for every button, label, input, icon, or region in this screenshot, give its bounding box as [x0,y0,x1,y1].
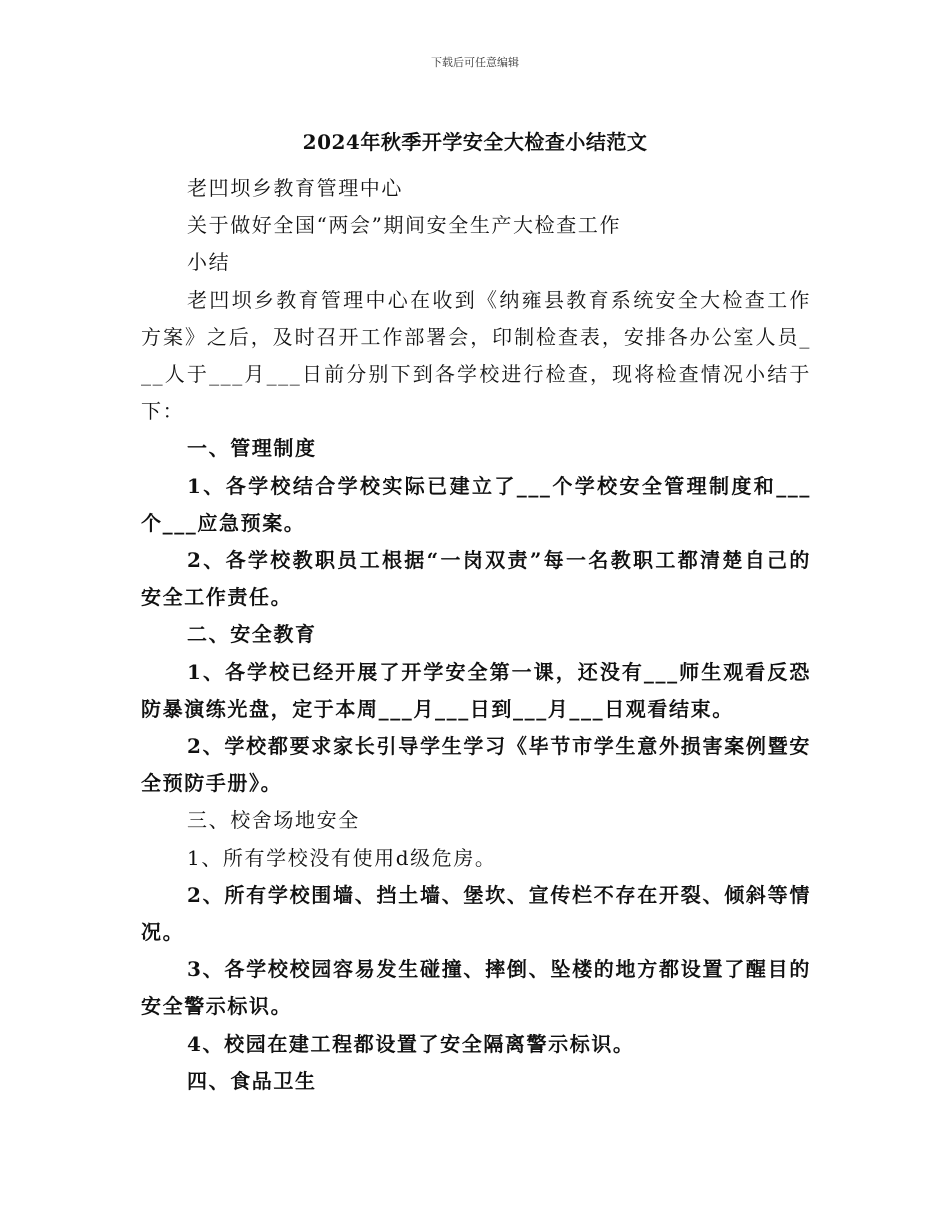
document-title: 2024年秋季开学安全大检查小结范文 [302,130,648,154]
paragraph: 三、校舍场地安全 [187,808,360,833]
paragraph: 2、学校都要求家长引导学生学习《毕节市学生意外损害案例暨安全预防手册》。 [141,734,811,796]
paragraph: 1、各学校结合学校实际已建立了___个学校安全管理制度和___个___应急预案。 [141,473,811,535]
paragraph: 3、各学校校园容易发生碰撞、摔倒、坠楼的地方都设置了醒目的安全警示标识。 [141,957,811,1019]
header-note: 下载后可任意编辑 [431,56,519,69]
paragraph: 老凹坝乡教育管理中心在收到《纳雍县教育系统安全大检查工作方案》之后，及时召开工作部署会，印制检查表，安排各办公室人员___人于___月___日前分别下到各学校进行检查，现将检查情况小结于下： [141,287,811,424]
paragraph: 1、所有学校没有使用d级危房。 [187,845,497,870]
paragraph: 1、各学校已经开展了开学安全第一课，还没有___师生观看反恐防暴演练光盘，定于本周___月___日到___月___日观看结束。 [141,659,811,721]
document-body [141,170,811,1100]
paragraph: 2、各学校教职员工根据“一岗双责”每一名教职工都清楚自己的安全工作责任。 [141,548,811,610]
paragraph: 2、所有学校围墙、挡土墙、堡坎、宣传栏不存在开裂、倾斜等情况。 [141,882,811,945]
paragraph: 小结 [187,250,231,275]
paragraph: 老凹坝乡教育管理中心 [187,176,403,200]
paragraph: 4、校园在建工程都设置了安全隔离警示标识。 [187,1031,635,1056]
paragraph: 二、安全教育 [187,622,317,647]
paragraph: 一、管理制度 [187,436,317,461]
paragraph: 四、食品卫生 [187,1068,317,1093]
paragraph: 关于做好全国“两会”期间安全生产大检查工作 [187,213,622,238]
